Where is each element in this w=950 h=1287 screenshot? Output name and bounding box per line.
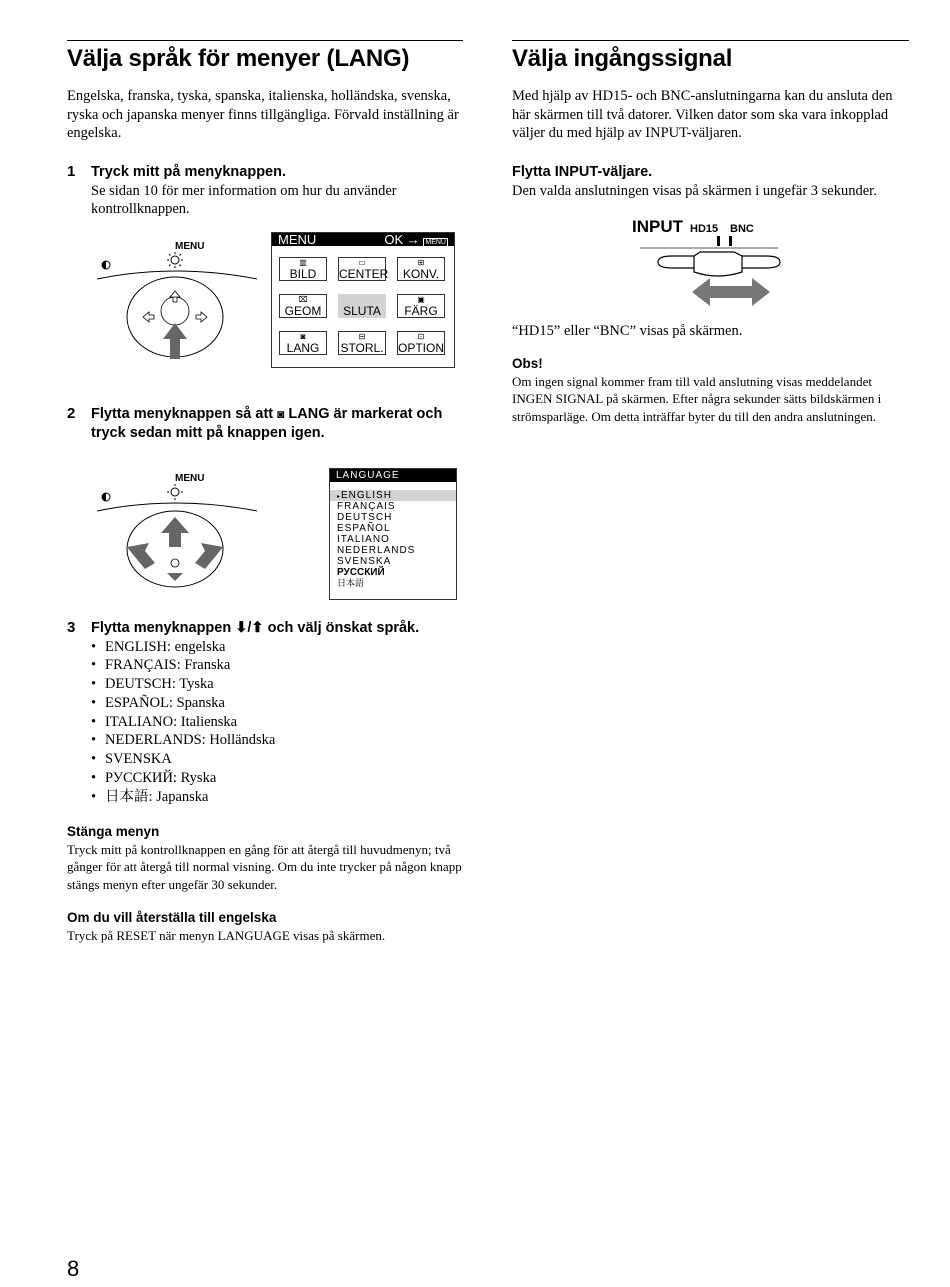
knob-menu-label: MENU (175, 240, 205, 252)
top-rule (512, 40, 909, 41)
language-item-espanol[interactable]: ESPAÑOL (337, 522, 391, 534)
step-2 (67, 405, 463, 443)
hd15-label: HD15 (690, 223, 719, 235)
intro-paragraph: Engelska, franska, tyska, spanska, italienska, holländska, svenska, ryska och japanska menyer finns tillgängliga. Förvald inställning är engelska. (67, 88, 459, 141)
move-input-text: Den valda anslutningen visas på skärmen i ungefär 3 sekunder. (512, 182, 877, 199)
menu-item-center[interactable]: ▭ CENTER (339, 257, 389, 281)
close-menu-section (67, 823, 463, 894)
section-title-input: Välja ingångssignal (512, 45, 733, 72)
menu-item-bild[interactable]: ▥ BILD (279, 257, 327, 281)
left-column (67, 40, 463, 945)
language-item-italiano[interactable]: ITALIANO (337, 533, 390, 545)
step-title-part-a: Flytta menyknappen (91, 619, 232, 636)
input-switch-illustration (512, 212, 909, 322)
list-item: • FRANÇAIS: Franska (91, 656, 463, 675)
list-item: • ESPAÑOL: Spanska (91, 694, 463, 713)
reset-section (67, 909, 463, 945)
step-3 (67, 619, 463, 638)
language-item-deutsch[interactable]: DEUTSCH (337, 511, 393, 523)
menu-item-geom[interactable]: ⌧ GEOM (279, 294, 327, 318)
step-number: 1 (67, 162, 76, 180)
list-item: • ENGLISH: engelska (91, 638, 463, 657)
control-knob-illustration (97, 235, 287, 377)
lang-icon: ◙ (277, 406, 285, 421)
move-input-section (512, 163, 909, 201)
step-text: Se sidan 10 för mer information om hur du använder kontrollknappen. (91, 182, 397, 217)
menu-item-konv[interactable]: ⊞ KONV. (397, 257, 445, 281)
contrast-icon (102, 261, 110, 269)
arrow-up-icon: ⬆ (251, 619, 264, 636)
note-text: Om ingen signal kommer fram till vald anslutning visas meddelandet INGEN SIGNAL på skärmen. Efter några sekunder sätts bildskärmen i strömsparläge. Om detta inträffar byter du till den andra anslutningen. (512, 373, 882, 424)
move-input-heading: Flytta INPUT-väljare. (512, 163, 653, 180)
menu-item-sluta[interactable]: SLUTA (338, 294, 386, 318)
language-screen-header: LANGUAGE (330, 469, 456, 482)
figure-language (67, 467, 463, 607)
input-label: INPUT (632, 217, 683, 236)
figure-menu (67, 231, 463, 377)
menu-button-icon: MENU (425, 238, 446, 246)
top-rule (67, 40, 463, 41)
step-title-part-a: Flytta menyknappen så att (91, 405, 274, 422)
close-menu-text: Tryck mitt på kontrollknappen en gång för att återgå till huvudmenyn; två gånger för att återgå till normal visning. Om du inte trycker på någon knapp stängs menyn efter ungefär 30 sekunder. (67, 841, 462, 892)
right-column (512, 40, 909, 425)
language-list (330, 490, 456, 589)
list-item: • DEUTSCH: Tyska (91, 675, 463, 694)
shown-on-screen-text: “HD15” eller “BNC” visas på skärmen. (512, 323, 743, 339)
language-item-russian[interactable]: РУССКИЙ (337, 566, 385, 578)
color-icon: ▣ (417, 294, 425, 304)
page-number: 8 (67, 1256, 80, 1281)
geometry-icon: ⌧ (298, 294, 308, 304)
language-bullet-list (67, 638, 463, 807)
lang-icon: ◙ (300, 331, 306, 341)
menu-screen-header (272, 233, 454, 246)
input-intro-paragraph: Med hjälp av HD15- och BNC-anslutningarna kan du ansluta den här skärmen till två datorer. Vilken dator som ska vara inkopplad väljer du med hjälp av INPUT-väljaren. (512, 88, 893, 141)
language-item-english[interactable]: ▸ENGLISH (330, 490, 456, 501)
list-item: • ITALIANO: Italienska (91, 713, 463, 732)
menu-item-option[interactable]: ⊡ OPTION (398, 331, 445, 355)
menu-item-farg[interactable]: ▣ FÄRG (397, 294, 445, 318)
close-menu-heading: Stänga menyn (67, 823, 160, 839)
reset-text: Tryck på RESET när menyn LANGUAGE visas på skärmen. (67, 928, 386, 944)
step-number: 2 (67, 404, 76, 422)
ok-label: OK (384, 231, 404, 247)
convergence-icon: ⊞ (417, 257, 425, 267)
step-title: Tryck mitt på menyknappen. (91, 163, 287, 180)
step-title-separator: / (247, 619, 252, 636)
step-title-part-b: och välj önskat språk. (267, 619, 420, 636)
list-item: • 日本語: Japanska (91, 788, 463, 807)
picture-icon: ▥ (299, 257, 307, 267)
menu-screen (271, 232, 455, 368)
option-icon: ⊡ (417, 331, 425, 341)
step-number: 3 (67, 618, 76, 636)
reset-heading: Om du vill återställa till engelska (67, 910, 277, 926)
list-item: • SVENSKA (91, 750, 463, 769)
menu-item-storl[interactable]: ⊟ STORL. (338, 331, 386, 355)
note-heading: Obs! (512, 355, 543, 371)
bnc-label: BNC (730, 223, 754, 235)
menu-header-title: MENU (278, 231, 317, 247)
input-switch-figure (512, 212, 909, 322)
control-knob-illustration (97, 467, 287, 591)
language-item-nederlands[interactable]: NEDERLANDS (337, 544, 416, 556)
section-title-lang: Välja språk för menyer (LANG) (67, 45, 410, 72)
brightness-icon (167, 484, 183, 500)
contrast-icon (102, 493, 110, 501)
note-section (512, 355, 909, 426)
menu-item-lang[interactable]: ◙ LANG (279, 331, 327, 355)
language-item-japanese[interactable]: 日本語 (337, 577, 365, 588)
center-icon: ▭ (358, 257, 366, 267)
brightness-icon (167, 252, 183, 268)
knob-menu-label: MENU (175, 472, 205, 484)
list-item: • NEDERLANDS: Holländska (91, 731, 463, 750)
list-item: • РУССКИЙ: Ryska (91, 769, 463, 788)
language-item-francais[interactable]: FRANÇAIS (337, 500, 396, 512)
size-icon: ⊟ (358, 331, 366, 341)
arrow-right-icon: → (403, 231, 424, 247)
step-1 (67, 163, 463, 219)
step-title-part-b: LANG är markerat och tryck sedan mitt på knappen igen. (91, 405, 443, 441)
language-item-svenska[interactable]: SVENSKA (337, 555, 392, 567)
pointer-icon: ▸ (337, 493, 342, 500)
language-screen (329, 468, 457, 600)
arrow-down-icon: ⬇ (235, 619, 248, 636)
